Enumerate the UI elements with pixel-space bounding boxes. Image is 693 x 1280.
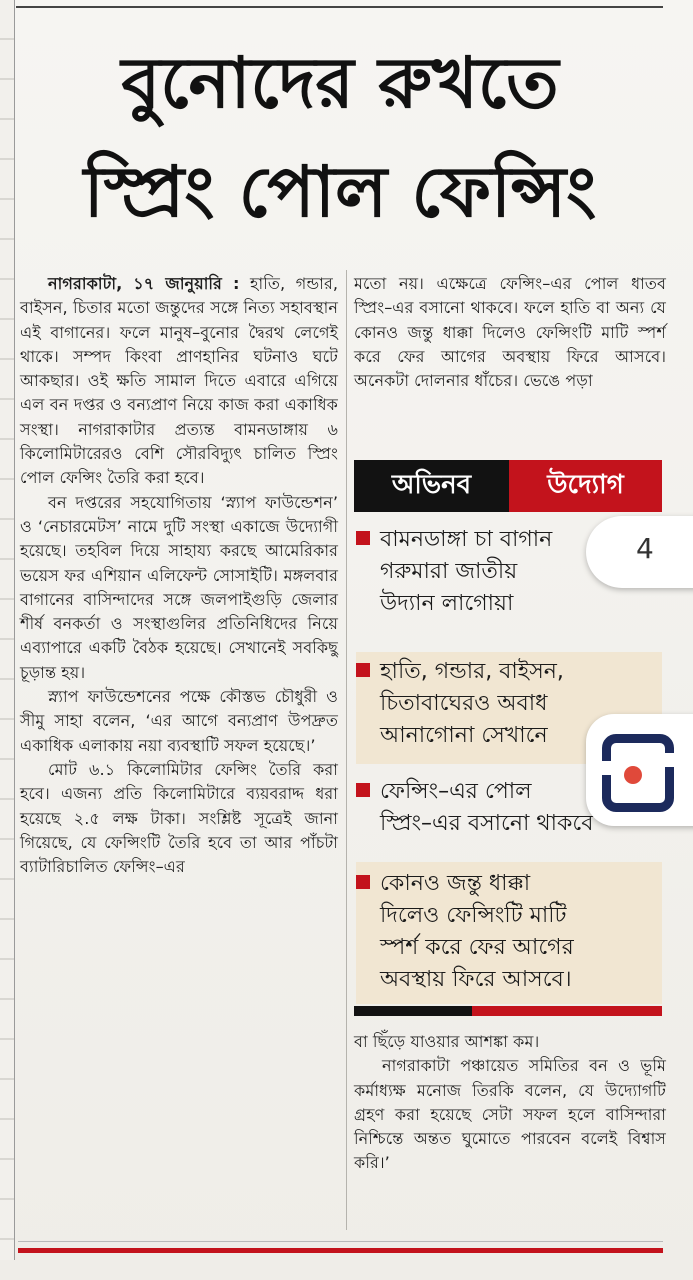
article-right-column-top	[354, 272, 666, 393]
sidebar-item-1-line-3: উদ্যান লাগোয়া	[380, 591, 514, 616]
article-para-2: বন দপ্তরের সহযোগিতায় ‘স্ন্যাপ ফাউন্ডেশন’ ও ‘নেচারমেটস’ নামে দুটি সংস্থা একাজে উদ্যোগী হয়েছে। তহবিল দিয়ে সাহায্য করছে আমেরিকার ভয়েস ফর এশিয়ান এলিফেন্ট সোসাইটি। মঙ্গলবার বাগানের বাসিন্দাদের সঙ্গে জলপাইগুড়ি জেলার শীর্ষ বনকর্তা ও সংস্থাগুলির প্রতিনিধিদের নিয়ে এব্যাপারে একটি বৈঠক হয়েছে। সেখানেই সবকিছু চূড়ান্ত হয়।	[20, 492, 338, 682]
app-logo-button[interactable]	[586, 714, 693, 826]
headline-line-2: স্প্রিং পোল ফেন্সিং	[83, 150, 597, 233]
headline-line-1: বুনোদের রুখতে	[121, 41, 559, 124]
sidebar-item-1-line-1: বামনডাঙ্গা চা বাগান	[380, 527, 553, 552]
sidebar-item-1-line-2: গরুমারা জাতীয়	[380, 559, 518, 584]
sidebar-title-part-2: উদ্যোগ	[509, 460, 662, 512]
sidebar-item-4-line-2: দিলেও ফেন্সিংটি মাটি	[380, 903, 567, 928]
page-edge	[0, 0, 15, 1260]
sidebar-item-3-line-1: ফেন্সিং–এর পোল	[380, 779, 532, 804]
bullet-square-icon	[356, 875, 370, 889]
bottom-thin-rule	[18, 1241, 663, 1242]
sidebar-item-4-line-4: অবস্থায় ফিরে আসবে।	[380, 967, 572, 992]
sidebar-item-3-line-2: স্প্রিং–এর বসানো থাকবে	[380, 811, 594, 836]
sidebar-item-2-line-1: হাতি, গন্ডার, বাইসন,	[380, 659, 564, 684]
sidebar-item-2-line-3: আনাগোনা সেখানে	[380, 723, 548, 748]
article-right-column-bottom	[354, 1030, 666, 1176]
article-para-5: মতো নয়। এক্ষেত্রে ফেন্সিং–এর পোল ধাতব স্প্রিং–এর বসানো থাকবে। ফলে হাতি বা অন্য যে কোনও জন্তু ধাক্কা দিলেও ফেন্সিংটি মাটি স্পর্শ করে ফের আগের অবস্থায় ফিরে আসবে। অনেকটা দোলনার ধাঁচের। ভেঙে পড়া	[354, 274, 666, 391]
article-left-column	[20, 272, 338, 879]
sidebar-item-2-line-2: চিতাবাঘেরও অবাধ	[380, 691, 548, 716]
sidebar-item-4-line-1: কোনও জন্তু ধাক্কা	[380, 871, 531, 896]
sidebar-title-part-1: অভিনব	[354, 460, 509, 512]
para-1-text: হাতি, গন্ডার, বাইসন, চিতার মতো জন্তুদের সঙ্গে নিত্য সহাবস্থান এই বাগানের। ফলে মানুষ–বুনোর দ্বৈরথ লেগেই থাকে। সম্পদ কিংবা প্রাণহানির ঘটনাও ঘটে আকছার। ওই ক্ষতি সামাল দিতে এবারে এগিয়ে এল বন দপ্তর ও বন্যপ্রাণ নিয়ে কাজ করা একাধিক সংস্থা। নাগরাকাটার প্রত্যন্ত বামনডাঙ্গায় ৬ কিলোমিটারেরও বেশি সৌরবিদ্যুৎ চালিত স্প্রিং পোল ফেন্সিং তৈরি করা হবে।	[20, 274, 338, 488]
dateline: নাগরাকাটা, ১৭ জানুয়ারি :	[48, 274, 240, 293]
article-para-1	[20, 272, 338, 491]
sidebar-box-footer	[354, 1006, 662, 1016]
bullet-square-icon	[356, 531, 370, 545]
top-rule	[16, 6, 663, 8]
page-number: 4	[636, 532, 654, 565]
sidebar-item-4-line-3: স্পর্শ করে ফের আগের	[380, 935, 574, 960]
bottom-red-rule	[18, 1248, 663, 1253]
bullet-square-icon	[356, 663, 370, 677]
article-para-4: মোট ৬.১ কিলোমিটার ফেন্সিং তৈরি করা হবে। এজন্য প্রতি কিলোমিটারে ব্যয়বরাদ্দ ধরা হয়েছে ২.৫ লক্ষ টাকা। সংশ্লিষ্ট সূত্রেই জানা গিয়েছে, যে ফেন্সিংটি তৈরি হবে তা আর পাঁচটা ব্যাটারিচালিত ফেন্সিং–এর	[20, 759, 338, 877]
page-number-badge[interactable]	[586, 516, 693, 588]
article-para-6: বা ছিঁড়ে যাওয়ার আশঙ্কা কম।	[354, 1032, 540, 1051]
article-para-7: নাগরাকাটা পঞ্চায়েত সমিতির বন ও ভূমি কর্মাধ্যক্ষ মনোজ তিরকি বলেন, যে উদ্যোগটি গ্রহণ করা হয়েছে সেটা সফল হলে বাসিন্দারা নিশ্চিন্তে অন্তত ঘুমোতে পারবেন বলেই বিশ্বাস করি।’	[354, 1056, 666, 1173]
sidebar-box-header	[354, 460, 662, 512]
sidebar-item-4	[356, 862, 662, 1004]
column-divider	[346, 270, 347, 1230]
article-para-3: স্ন্যাপ ফাউন্ডেশনের পক্ষে কৌস্তভ চৌধুরী ও সীমু সাহা বলেন, ‘এর আগে বন্যপ্রাণ উপদ্রুত একাধিক এলাকায় নয়া ব্যবস্থাটি সফল হয়েছে।’	[20, 687, 338, 755]
bullet-square-icon	[356, 783, 370, 797]
app-logo-dot	[624, 766, 642, 784]
